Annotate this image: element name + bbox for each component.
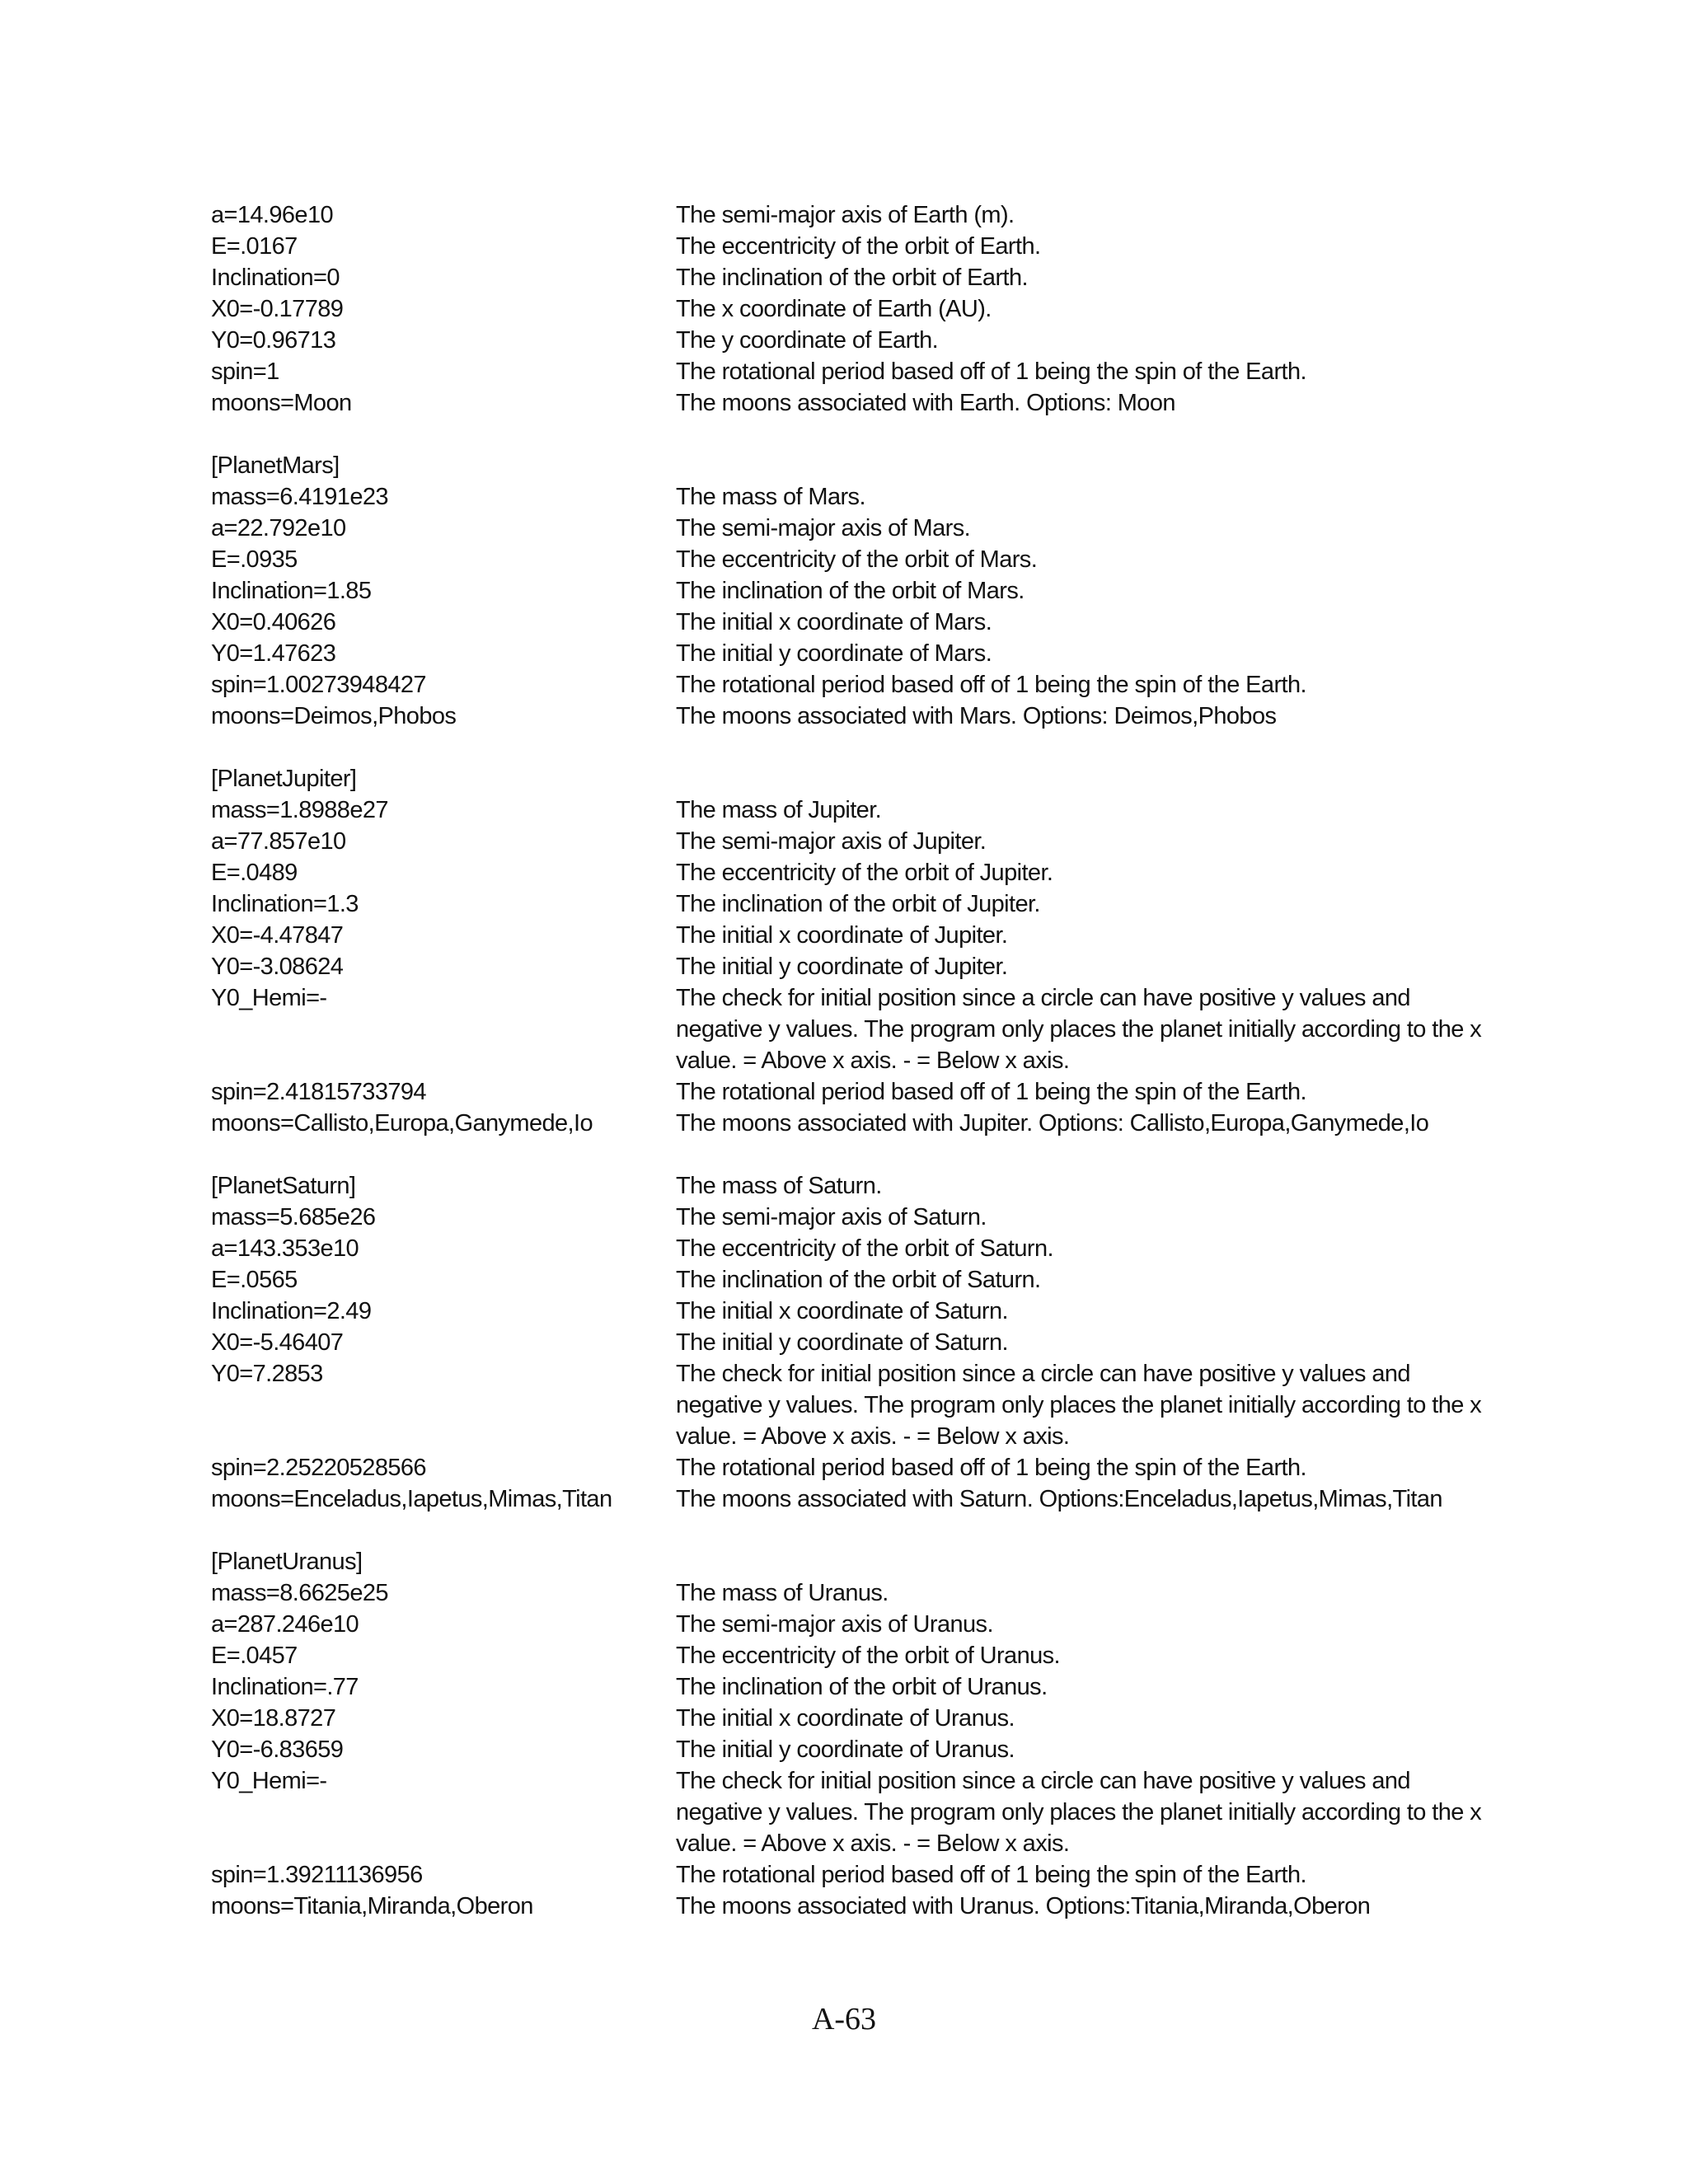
description-text: The mass of Uranus.	[676, 1580, 889, 1606]
description-text	[676, 450, 1484, 481]
description-text: The initial y coordinate of Uranus.	[676, 1736, 1015, 1763]
parameter-row	[211, 356, 1530, 387]
description-text: The x coordinate of Earth (AU).	[676, 296, 992, 322]
parameter-text: E=.0167	[211, 233, 298, 260]
parameter-text: Inclination=1.85	[211, 578, 372, 604]
parameter-text: E=.0935	[211, 546, 298, 573]
parameter-row	[211, 262, 1530, 293]
description-text: The initial x coordinate of Uranus.	[676, 1705, 1015, 1732]
description-text: The mass of Mars.	[676, 484, 865, 510]
description-text: The inclination of the orbit of Jupiter.	[676, 891, 1040, 917]
parameter-text: moons=Moon	[211, 390, 352, 416]
description-text: The semi-major axis of Mars.	[676, 515, 971, 541]
parameter-text: [PlanetUranus]	[211, 1549, 363, 1575]
description-text: The check for initial position since a circle can have positive y values and negative y values. The program only places the planet initially according to the x value. = Above x axis. - = Below x axis.	[676, 1768, 1482, 1857]
parameter-text	[211, 1515, 676, 1546]
parameter-row	[211, 325, 1530, 356]
parameter-row	[211, 1170, 1530, 1202]
parameter-row	[211, 387, 1530, 419]
parameter-text: X0=0.40626	[211, 609, 336, 635]
parameter-text: mass=8.6625e25	[211, 1580, 388, 1606]
parameter-text	[211, 732, 676, 763]
description-text: The semi-major axis of Uranus.	[676, 1611, 993, 1638]
parameter-row	[211, 920, 1530, 951]
description-text: The initial y coordinate of Mars.	[676, 640, 992, 667]
description-text: The inclination of the orbit of Saturn.	[676, 1267, 1041, 1293]
parameter-text: Inclination=0	[211, 265, 340, 291]
parameter-text: X0=-5.46407	[211, 1329, 344, 1356]
parameter-row	[211, 1452, 1530, 1483]
parameter-row	[211, 1546, 1530, 1577]
page-number: A-63	[811, 2002, 877, 2036]
parameter-row	[211, 1202, 1530, 1233]
blank-row	[211, 732, 1530, 763]
description-text: The eccentricity of the orbit of Saturn.	[676, 1235, 1053, 1262]
description-text: The rotational period based off of 1 being the spin of the Earth.	[676, 1862, 1306, 1888]
blank-row	[211, 1139, 1530, 1170]
parameter-row	[211, 199, 1530, 231]
parameter-row	[211, 701, 1530, 732]
description-text	[676, 1546, 1484, 1577]
parameter-text: [PlanetMars]	[211, 452, 340, 479]
parameter-text: spin=1	[211, 359, 279, 385]
description-text: The semi-major axis of Saturn.	[676, 1204, 987, 1230]
parameter-text: a=77.857e10	[211, 828, 346, 855]
parameter-text: [PlanetSaturn]	[211, 1173, 356, 1199]
parameter-row	[211, 293, 1530, 325]
description-text: The eccentricity of the orbit of Jupiter.	[676, 860, 1053, 886]
description-text	[676, 1139, 1484, 1170]
parameter-row	[211, 231, 1530, 262]
parameter-row	[211, 1891, 1530, 1922]
parameter-text: [PlanetJupiter]	[211, 766, 357, 792]
description-text: The moons associated with Earth. Options: Moon	[676, 390, 1175, 416]
blank-row	[211, 419, 1530, 450]
parameter-row	[211, 1640, 1530, 1671]
description-text: The rotational period based off of 1 being the spin of the Earth.	[676, 359, 1306, 385]
parameter-row	[211, 1671, 1530, 1703]
parameter-text: spin=1.39211136956	[211, 1862, 423, 1888]
parameter-row	[211, 1483, 1530, 1515]
description-text: The initial x coordinate of Saturn.	[676, 1298, 1008, 1324]
parameter-text: spin=2.25220528566	[211, 1455, 426, 1481]
description-text: The moons associated with Mars. Options: Deimos,Phobos	[676, 703, 1277, 729]
parameter-text	[211, 419, 676, 450]
description-text: The inclination of the orbit of Earth.	[676, 265, 1028, 291]
parameter-row	[211, 1264, 1530, 1296]
description-text: The semi-major axis of Earth (m).	[676, 202, 1015, 228]
description-text: The rotational period based off of 1 being the spin of the Earth.	[676, 1079, 1306, 1105]
parameter-row	[211, 1577, 1530, 1609]
parameter-row	[211, 638, 1530, 669]
parameter-text: Y0_Hemi=-	[211, 985, 327, 1011]
description-text: The inclination of the orbit of Uranus.	[676, 1674, 1048, 1700]
parameter-text: a=143.353e10	[211, 1235, 359, 1262]
parameter-text: a=287.246e10	[211, 1611, 359, 1638]
parameter-text: spin=2.41815733794	[211, 1079, 426, 1105]
parameter-row	[211, 450, 1530, 481]
parameter-row	[211, 1296, 1530, 1327]
parameter-text: Inclination=.77	[211, 1674, 359, 1700]
parameter-row	[211, 513, 1530, 544]
blank-row	[211, 1515, 1530, 1546]
parameter-row	[211, 1734, 1530, 1765]
parameter-text: Y0=-6.83659	[211, 1736, 344, 1763]
parameter-row	[211, 1358, 1530, 1452]
parameter-row	[211, 607, 1530, 638]
parameter-row	[211, 1703, 1530, 1734]
description-text: The rotational period based off of 1 being the spin of the Earth.	[676, 1455, 1306, 1481]
parameter-row	[211, 1108, 1530, 1139]
description-text	[676, 763, 1484, 794]
parameter-text: Y0=7.2853	[211, 1361, 323, 1387]
description-text: The initial y coordinate of Saturn.	[676, 1329, 1008, 1356]
description-text: The initial x coordinate of Jupiter.	[676, 922, 1008, 949]
parameter-text: Inclination=1.3	[211, 891, 359, 917]
parameter-row	[211, 481, 1530, 513]
description-text	[676, 1515, 1484, 1546]
parameter-text: Y0_Hemi=-	[211, 1768, 327, 1794]
parameter-text: X0=-0.17789	[211, 296, 344, 322]
parameter-row	[211, 1609, 1530, 1640]
parameter-text: moons=Enceladus,Iapetus,Mimas,Titan	[211, 1486, 612, 1512]
description-text	[676, 419, 1484, 450]
parameter-row	[211, 575, 1530, 607]
description-text	[676, 732, 1484, 763]
parameter-row	[211, 982, 1530, 1076]
parameter-row	[211, 1327, 1530, 1358]
parameter-text: a=22.792e10	[211, 515, 346, 541]
description-text: The moons associated with Saturn. Options:Enceladus,Iapetus,Mimas,Titan	[676, 1486, 1442, 1512]
parameter-text: moons=Callisto,Europa,Ganymede,Io	[211, 1110, 593, 1137]
parameter-text: spin=1.00273948427	[211, 672, 426, 698]
parameter-text: moons=Titania,Miranda,Oberon	[211, 1893, 533, 1919]
parameter-row	[211, 1233, 1530, 1264]
parameter-text	[211, 1139, 676, 1170]
description-text: The initial y coordinate of Jupiter.	[676, 954, 1008, 980]
description-text: The eccentricity of the orbit of Earth.	[676, 233, 1041, 260]
description-text: The mass of Jupiter.	[676, 797, 882, 823]
description-text: The eccentricity of the orbit of Uranus.	[676, 1643, 1060, 1669]
parameter-text: mass=1.8988e27	[211, 797, 388, 823]
description-text: The semi-major axis of Jupiter.	[676, 828, 987, 855]
parameter-text: mass=5.685e26	[211, 1204, 376, 1230]
parameter-row	[211, 763, 1530, 794]
description-text: The eccentricity of the orbit of Mars.	[676, 546, 1038, 573]
description-text: The mass of Saturn.	[676, 1173, 882, 1199]
parameter-text: Y0=-3.08624	[211, 954, 344, 980]
parameter-text: X0=-4.47847	[211, 922, 344, 949]
parameter-row	[211, 669, 1530, 701]
description-text: The rotational period based off of 1 being the spin of the Earth.	[676, 672, 1306, 698]
parameter-text: Y0=1.47623	[211, 640, 336, 667]
description-text: The moons associated with Uranus. Options:Titania,Miranda,Oberon	[676, 1893, 1371, 1919]
parameter-row	[211, 1859, 1530, 1891]
parameter-row	[211, 857, 1530, 888]
parameter-row	[211, 794, 1530, 826]
parameter-text: moons=Deimos,Phobos	[211, 703, 457, 729]
description-text: The check for initial position since a circle can have positive y values and negative y values. The program only places the planet initially according to the x value. = Above x axis. - = Below x axis.	[676, 1361, 1482, 1450]
parameter-row	[211, 1765, 1530, 1859]
description-text: The y coordinate of Earth.	[676, 327, 939, 354]
description-text: The inclination of the orbit of Mars.	[676, 578, 1025, 604]
parameter-row	[211, 951, 1530, 982]
parameter-row	[211, 1076, 1530, 1108]
parameter-text: Inclination=2.49	[211, 1298, 372, 1324]
parameter-text: mass=6.4191e23	[211, 484, 388, 510]
description-text: The moons associated with Jupiter. Options: Callisto,Europa,Ganymede,Io	[676, 1110, 1429, 1137]
parameter-row	[211, 826, 1530, 857]
parameter-text: E=.0457	[211, 1643, 298, 1669]
parameter-row	[211, 888, 1530, 920]
description-text: The check for initial position since a circle can have positive y values and negative y values. The program only places the planet initially according to the x value. = Above x axis. - = Below x axis.	[676, 985, 1482, 1074]
parameter-text: E=.0489	[211, 860, 298, 886]
description-text: The initial x coordinate of Mars.	[676, 609, 992, 635]
parameter-table	[211, 199, 1530, 1922]
parameter-text: X0=18.8727	[211, 1705, 336, 1732]
parameter-text: E=.0565	[211, 1267, 298, 1293]
parameter-row	[211, 544, 1530, 575]
parameter-text: Y0=0.96713	[211, 327, 336, 354]
parameter-text: a=14.96e10	[211, 202, 334, 228]
